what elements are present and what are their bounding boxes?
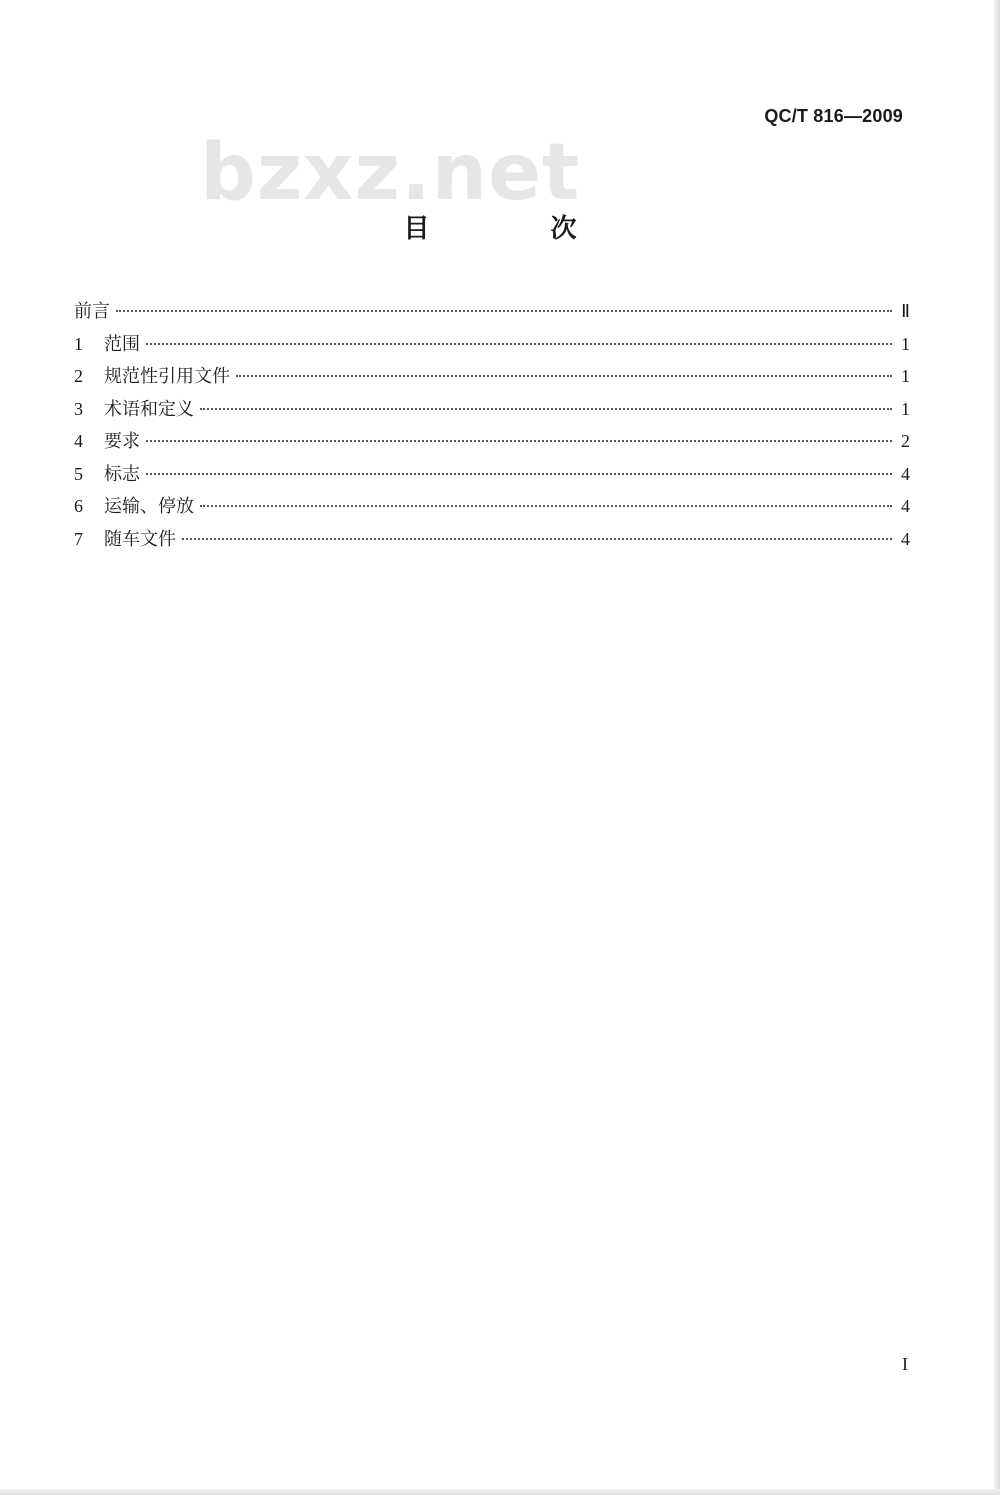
toc-leader-dots [182, 537, 892, 540]
toc-entry-page: 1 [901, 366, 910, 386]
toc-entry-number: 3 [74, 398, 83, 419]
page-bottom-edge [0, 1489, 1000, 1495]
page-right-edge [994, 0, 1000, 1495]
standard-code: QC/T 816—2009 [764, 106, 903, 126]
toc-entry-page: 4 [901, 528, 910, 549]
toc-entry-scope[interactable] [74, 330, 910, 363]
toc-entry-page: 4 [901, 496, 910, 516]
toc-leader-dots [200, 407, 892, 410]
toc-entry-marking[interactable] [74, 460, 910, 493]
toc-leader-dots [146, 472, 892, 475]
toc-entry-label: 规范性引用文件 [104, 366, 230, 387]
toc-entry-number: 5 [74, 463, 83, 484]
toc-entry-label: 术语和定义 [104, 398, 194, 420]
toc-leader-dots [200, 504, 892, 507]
watermark: bzxz.net [200, 128, 581, 218]
toc-entry-label: 标志 [104, 463, 140, 485]
toc-entry-transport-parking[interactable] [74, 492, 910, 525]
toc-entry-number: 6 [74, 496, 83, 516]
toc-entry-requirements[interactable] [74, 427, 910, 460]
toc-entry-normative-references[interactable] [74, 362, 910, 395]
toc-entry-foreword[interactable] [74, 297, 910, 330]
toc-entry-number: 1 [74, 333, 83, 354]
toc-entry-vehicle-documents[interactable] [74, 525, 910, 558]
toc-entry-page: 4 [901, 463, 910, 484]
toc-leader-dots [146, 342, 892, 345]
toc-entry-page: 1 [901, 333, 910, 354]
page-number: I [902, 1354, 908, 1374]
toc-entry-label: 随车文件 [104, 528, 176, 550]
toc-entry-number: 2 [74, 366, 83, 386]
toc-entry-number: 7 [74, 528, 83, 549]
toc-entry-terms-definitions[interactable] [74, 395, 910, 428]
toc-leader-dots [236, 374, 892, 377]
toc-entry-page: Ⅱ [901, 301, 910, 321]
toc-entry-label: 要求 [104, 431, 140, 452]
toc-entry-number: 4 [74, 431, 83, 451]
table-of-contents [74, 297, 910, 557]
toc-leader-dots [116, 309, 892, 312]
toc-entry-label: 前言 [74, 301, 110, 322]
toc-entry-label: 范围 [104, 333, 140, 355]
toc-entry-page: 2 [901, 431, 910, 451]
toc-entry-page: 1 [901, 398, 910, 419]
toc-leader-dots [146, 439, 892, 442]
toc-entry-label: 运输、停放 [104, 496, 194, 517]
toc-title: 目 次 [403, 214, 633, 244]
